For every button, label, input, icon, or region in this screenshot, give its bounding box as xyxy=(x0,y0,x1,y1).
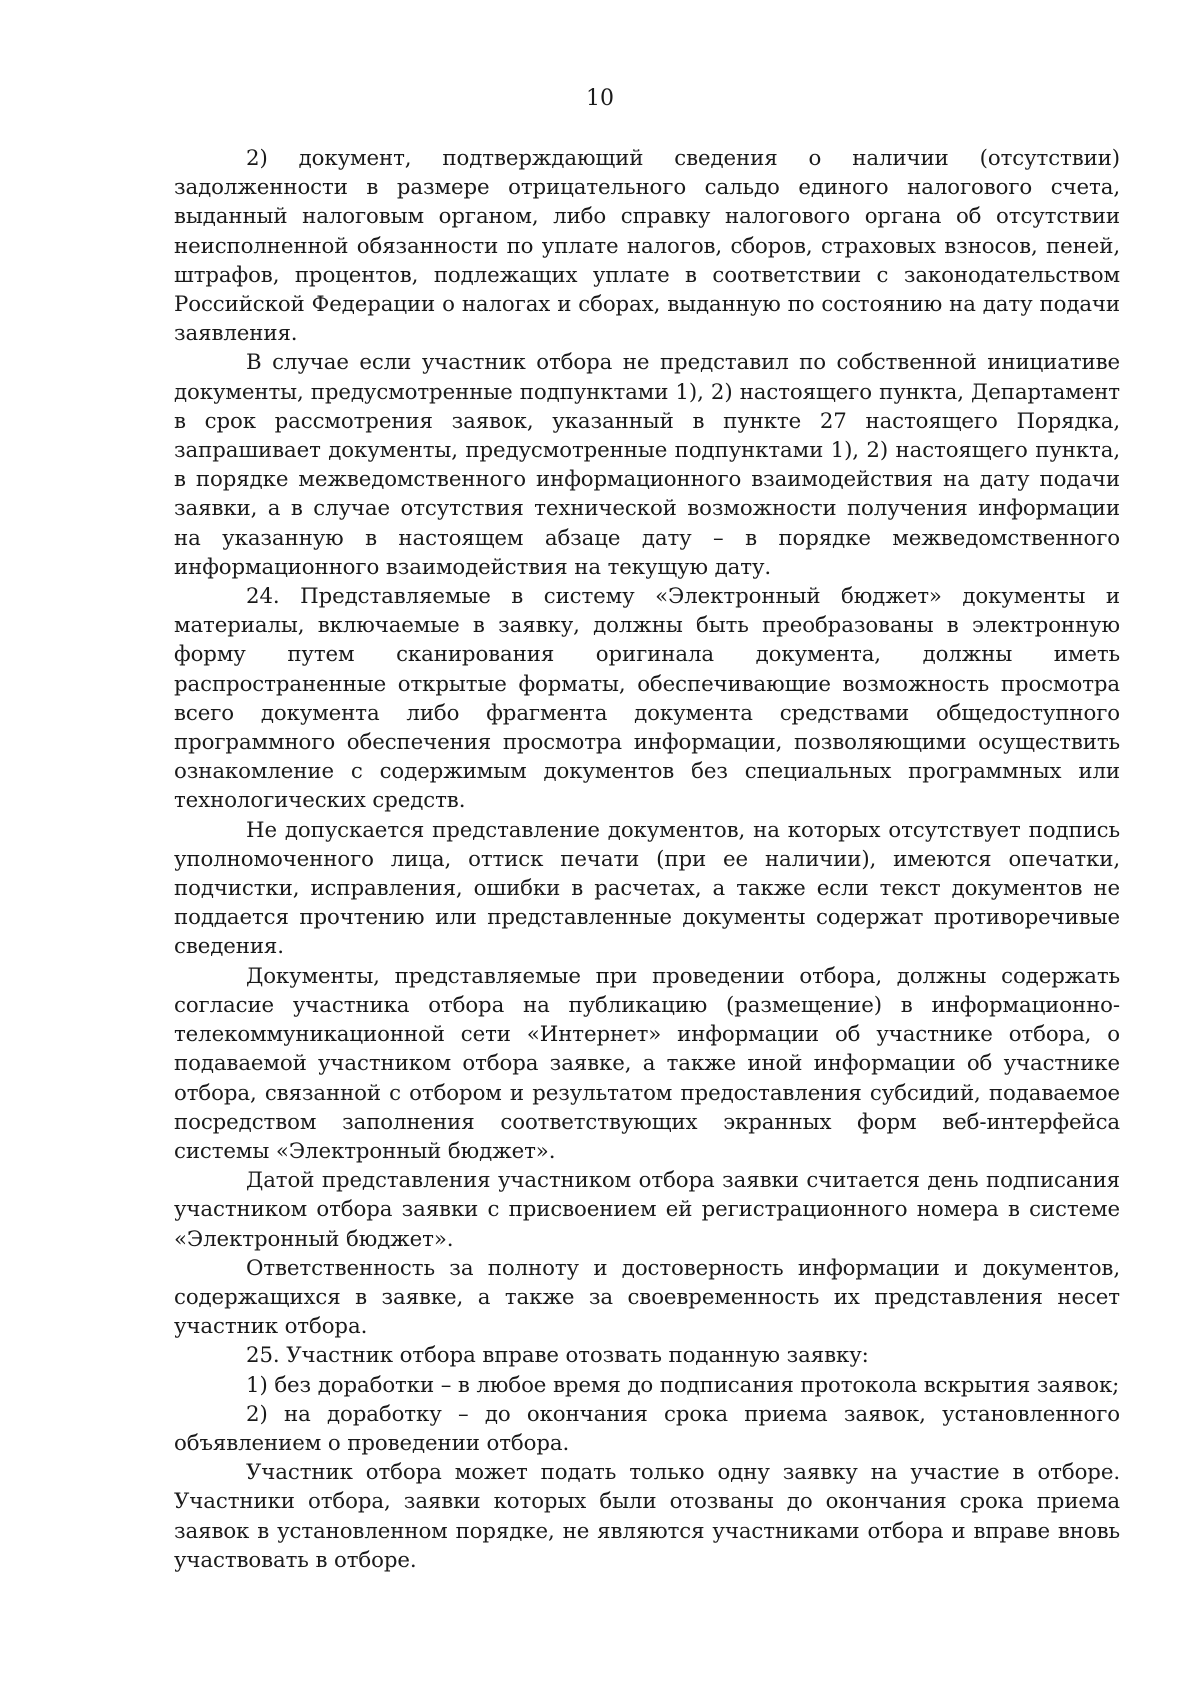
paragraph-publication-consent: Документы, представляемые при проведении отбора, должны содержать согласие участника отбора на публикацию (размещение) в информационно-телекоммуникационной сети «Интернет» информации об участнике отбора, о подаваемой участником отбора заявке, а также иной информации об участнике отбора, связанной с отбором и результатом предоставления субсидий, подаваемое посредством заполнения соответствующих экранных форм веб-интерфейса системы «Электронный бюджет». xyxy=(174,963,1120,1164)
paragraph-item-24-electronic-format: 24. Представляемые в систему «Электронный бюджет» документы и материалы, включаемые в заявку, должны быть преобразованы в электронную форму путем сканирования оригинала документа, должны иметь распространенные открытые форматы, обеспечивающие возможность просмотра всего документа либо фрагмента документа средствами общедоступного программного обеспечения просмотра информации, позволяющими осуществить ознакомление с содержимым документов без специальных программных или технологических средств. xyxy=(174,584,1120,814)
paragraph-withdrawal-without-revision: 1) без доработки – в любое время до подписания протокола вскрытия заявок; xyxy=(246,1372,1120,1398)
paragraph-doc-tax-certificate: 2) документ, подтверждающий сведения о наличии (отсутствии) задолженности в размере отрицательного сальдо единого налогового счета, выданный налоговым органом, либо справку налогового органа об отсутствии неисполненной обязанности по уплате налогов, сборов, страховых взносов, пеней, штрафов, процентов, подлежащих уплате в соответствии с законодательством Российской Федерации о налогах и сборах, выданную по состоянию на дату подачи заявления. xyxy=(174,146,1120,347)
paragraph-invalid-documents: Не допускается представление документов, на которых отсутствует подпись уполномоченного лица, оттиск печати (при ее наличии), имеются опечатки, подчистки, исправления, ошибки в расчетах, а также если текст документов не поддается прочтению или представленные документы содержат противоречивые сведения. xyxy=(174,817,1120,960)
paragraph-submission-date: Датой представления участником отбора заявки считается день подписания участником отбора заявки с присвоением ей регистрационного номера в системе «Электронный бюджет». xyxy=(174,1168,1120,1252)
paragraph-single-application: Участник отбора может подать только одну заявку на участие в отборе. Участники отбора, заявки которых были отозваны до окончания срока приема заявок в установленном порядке, не являются участниками отбора и вправе вновь участвовать в отборе. xyxy=(174,1460,1120,1573)
document-body xyxy=(174,144,1120,1575)
page-number: 10 xyxy=(586,86,614,111)
paragraph-interagency-request: В случае если участник отбора не представил по собственной инициативе документы, предусмотренные подпунктами 1), 2) настоящего пункта, Департамент в срок рассмотрения заявок, указанный в пункте 27 настоящего Порядка, запрашивает документы, предусмотренные подпунктами 1), 2) настоящего пункта, в порядке межведомственного информационного взаимодействия на дату подачи заявки, а в случае отсутствия технической возможности получения информации на указанную в настоящем абзаце дату – в порядке межведомственного информационного взаимодействия на текущую дату. xyxy=(174,350,1120,580)
paragraph-responsibility: Ответственность за полноту и достоверность информации и документов, содержащихся в заявке, а также за своевременность их представления несет участник отбора. xyxy=(174,1255,1120,1340)
paragraph-item-25-withdrawal: 25. Участник отбора вправе отозвать поданную заявку: xyxy=(246,1343,869,1369)
paragraph-withdrawal-for-revision: 2) на доработку – до окончания срока приема заявок, установленного объявлением о проведении отбора. xyxy=(174,1401,1120,1456)
